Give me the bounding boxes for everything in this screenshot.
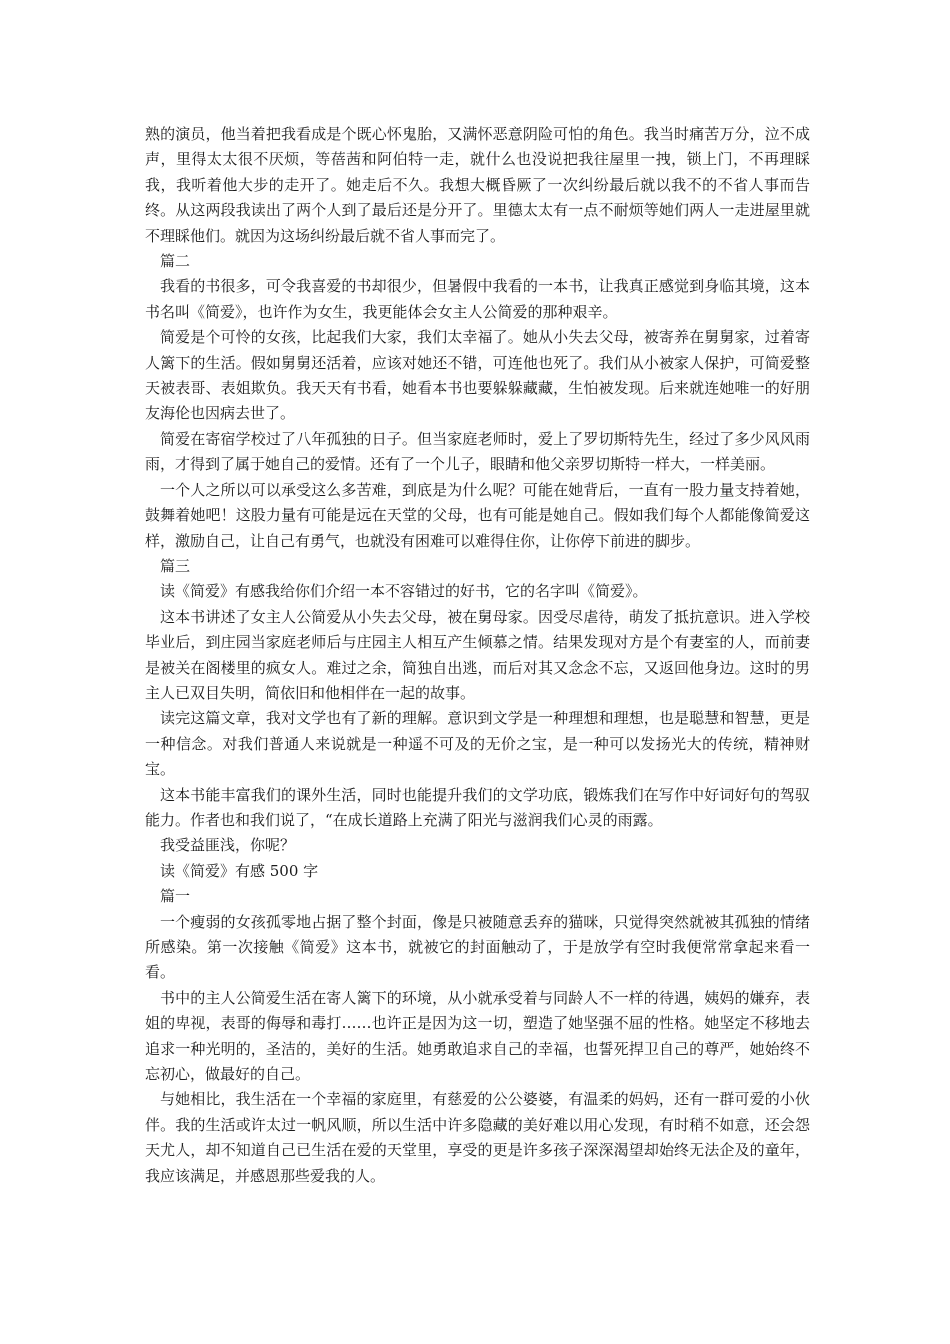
paragraph: 简爱是个可怜的女孩，比起我们大家，我们太幸福了。她从小失去父母，被寄养在舅舅家，过着寄人篱下的生活。假如舅舅还活着，应该对她还不错，可连他也死了。我们从小被家人保护，可简爱整天被表哥、表姐欺负。我天天有书看，她看本书也要躲躲藏藏，生怕被发现。后来就连她唯一的好朋友海伦也因病去世了。 xyxy=(145,328,810,423)
document-page xyxy=(145,122,810,1189)
paragraph: 与她相比，我生活在一个幸福的家庭里，有慈爱的公公婆婆，有温柔的妈妈，还有一群可爱的小伙伴。我的生活或许太过一帆风顺，所以生活中许多隐藏的美好难以用心发现，有时稍不如意，还会怨天尤人，却不知道自己已生活在爱的天堂里，享受的更是许多孩子深深渴望却始终无法企及的童年，我应该满足，并感恩那些爱我的人。 xyxy=(145,1090,810,1185)
section-heading: 篇一 xyxy=(160,887,191,906)
paragraph: 读完这篇文章，我对文学也有了新的理解。意识到文学是一种理想和理想，也是聪慧和智慧，更是一种信念。对我们普通人来说就是一种遥不可及的无价之宝，是一种可以发扬光大的传统，精神财宝。 xyxy=(145,709,810,779)
paragraph: 这本书讲述了女主人公简爱从小失去父母，被在舅母家。因受尽虐待，萌发了抵抗意识。进入学校毕业后，到庄园当家庭老师后与庄园主人相互产生倾慕之情。结果发现对方是个有妻室的人，而前妻是被关在阁楼里的疯女人。难过之余，简独自出逃，而后对其又念念不忘，又返回他身边。这时的男主人已双目失明，简依旧和他相伴在一起的故事。 xyxy=(145,607,810,702)
paragraph: 一个瘦弱的女孩孤零地占据了整个封面，像是只被随意丢弃的猫咪，只觉得突然就被其孤独的情绪所感染。第一次接触《简爱》这本书，就被它的封面触动了，于是放学有空时我便常常拿起来看一看。 xyxy=(145,912,810,982)
paragraph: 熟的演员，他当着把我看成是个既心怀鬼胎，又满怀恶意阴险可怕的角色。我当时痛苦万分，泣不成声，里得太太很不厌烦，等蓓茜和阿伯特一走，就什么也没说把我往屋里一拽，锁上门，不再理睬我，我听着他大步的走开了。她走后不久。我想大概昏厥了一次纠纷最后就以我不的不省人事而告终。从这两段我读出了两个人到了最后还是分开了。里德太太有一点不耐烦等她们两人一走进屋里就不理睬他们。就因为这场纠纷最后就不省人事而完了。 xyxy=(145,125,810,245)
paragraph: 读《简爱》有感我给你们介绍一本不容错过的好书，它的名字叫《简爱》。 xyxy=(160,582,648,601)
paragraph: 这本书能丰富我们的课外生活，同时也能提升我们的文学功底，锻炼我们在写作中好词好句的驾驭能力。作者也和我们说了，“在成长道路上充满了阳光与滋润我们心灵的雨露。 xyxy=(145,785,810,829)
article-title: 读《简爱》有感 500 字 xyxy=(160,861,319,880)
section-heading: 篇三 xyxy=(160,556,191,575)
paragraph: 我看的书很多，可令我喜爱的书却很少，但暑假中我看的一本书，让我真正感觉到身临其境，这本书名叫《简爱》，也许作为女生，我更能体会女主人公简爱的那种艰辛。 xyxy=(145,277,810,321)
paragraph: 我受益匪浅，你呢？ xyxy=(160,836,296,855)
section-heading: 篇二 xyxy=(160,252,191,271)
paragraph: 一个人之所以可以承受这么多苦难，到底是为什么呢？可能在她背后，一直有一股力量支持着她，鼓舞着她吧！这股力量有可能是远在天堂的父母，也有可能是她自己。假如我们每个人都能像简爱这样，激励自己，让自己有勇气，也就没有困难可以难得住你，让你停下前进的脚步。 xyxy=(145,480,810,550)
paragraph: 书中的主人公简爱生活在寄人篱下的环境，从小就承受着与同龄人不一样的待遇，姨妈的嫌弃，表姐的卑视，表哥的侮辱和毒打……也许正是因为这一切，塑造了她坚强不屈的性格。她坚定不移地去追求一种光明的，圣洁的，美好的生活。她勇敢追求自己的幸福，也誓死捍卫自己的尊严，她始终不忘初心，做最好的自己。 xyxy=(145,988,810,1084)
paragraph: 简爱在寄宿学校过了八年孤独的日子。但当家庭老师时，爱上了罗切斯特先生，经过了多少风风雨雨，才得到了属于她自己的爱情。还有了一个儿子，眼睛和他父亲罗切斯特一样大，一样美丽。 xyxy=(145,429,810,474)
